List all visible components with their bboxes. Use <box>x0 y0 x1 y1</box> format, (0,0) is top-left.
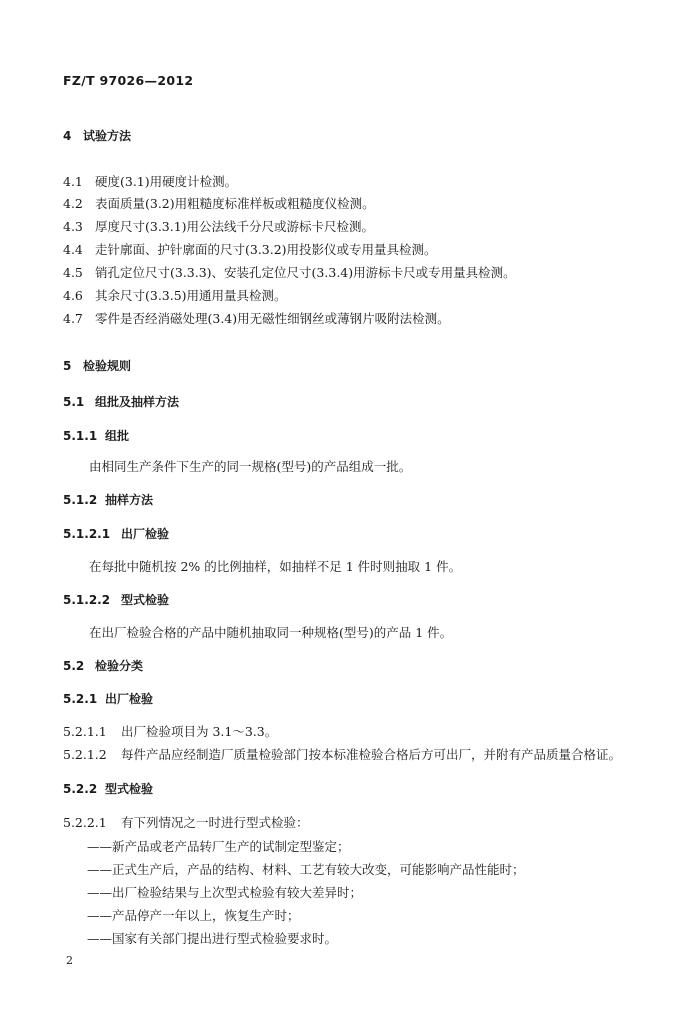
list-item: ——新产品或老产品转厂生产的试制定型鉴定； <box>87 839 350 854</box>
list-item: ——产品停产一年以上，恢复生产时； <box>87 908 300 923</box>
clause-4-6 <box>63 288 287 304</box>
clause-number: 5.2.1.1 <box>63 724 107 739</box>
clause-text: 出厂检验项目为 3.1～3.3。 <box>121 724 278 739</box>
clause-title: 出厂检验 <box>105 692 154 706</box>
clause-5-1-1 <box>63 428 129 444</box>
clause-number: 5.2.2.1 <box>63 815 107 830</box>
clause-5-2-2 <box>63 781 153 797</box>
clause-4-1 <box>63 174 237 190</box>
clause-number: 5.2.1 <box>63 692 98 706</box>
page-number: 2 <box>66 954 73 967</box>
clause-number: 5.2 <box>63 659 85 673</box>
clause-text: 表面质量(3.2)用粗糙度标准样板或粗糙度仪检测。 <box>95 196 375 211</box>
clause-title: 检验分类 <box>95 659 144 673</box>
list-item: ——出厂检验结果与上次型式检验有较大差异时； <box>87 885 363 900</box>
clause-number: 5.1.1 <box>63 429 98 443</box>
section-number: 5 <box>63 359 72 373</box>
clause-title: 组批 <box>105 429 130 443</box>
clause-text: 每件产品应经制造厂质量检验部门按本标准检验合格后方可出厂，并附有产品质量合格证。 <box>121 747 622 762</box>
clause-number: 4.3 <box>63 219 83 234</box>
clause-title: 型式检验 <box>121 593 170 607</box>
clause-5-1-2-1 <box>63 526 169 542</box>
clause-number: 5.1 <box>63 395 85 409</box>
clause-text: 其余尺寸(3.3.5)用通用量具检测。 <box>95 288 287 303</box>
clause-5-1-2-2-text: 在出厂检验合格的产品中随机抽取同一种规格(型号)的产品 1 件。 <box>89 625 453 640</box>
clause-number: 5.2.2 <box>63 782 98 796</box>
clause-title: 抽样方法 <box>105 493 154 507</box>
section-4-heading <box>63 128 131 144</box>
clause-4-4 <box>63 242 437 258</box>
clause-number: 4.6 <box>63 288 83 303</box>
clause-text: 销孔定位尺寸(3.3.3)、安装孔定位尺寸(3.3.4)用游标卡尺或专用量具检测。 <box>95 265 516 280</box>
clause-4-2 <box>63 196 375 212</box>
list-item: ——正式生产后，产品的结构、材料、工艺有较大改变，可能影响产品性能时； <box>87 862 525 877</box>
section-title: 试验方法 <box>83 129 132 143</box>
clause-title: 出厂检验 <box>121 527 170 541</box>
clause-number: 4.2 <box>63 196 83 211</box>
clause-5-2 <box>63 658 143 674</box>
clause-5-1-2-2 <box>63 592 169 608</box>
clause-number: 5.2.1.2 <box>63 747 107 762</box>
clause-5-1 <box>63 394 179 410</box>
clause-4-3 <box>63 219 374 235</box>
clause-4-5 <box>63 265 516 281</box>
clause-5-1-1-text: 由相同生产条件下生产的同一规格(型号)的产品组成一批。 <box>89 459 412 474</box>
clause-text: 厚度尺寸(3.3.1)用公法线千分尺或游标卡尺检测。 <box>95 219 375 234</box>
list-item: ——国家有关部门提出进行型式检验要求时。 <box>87 931 338 946</box>
clause-number: 4.1 <box>63 174 83 189</box>
clause-title: 型式检验 <box>105 782 154 796</box>
clause-5-1-2 <box>63 492 153 508</box>
clause-5-2-1 <box>63 691 153 707</box>
clause-5-2-1-1 <box>63 724 277 740</box>
clause-number: 4.7 <box>63 311 83 326</box>
section-number: 4 <box>63 129 72 143</box>
clause-4-7 <box>63 311 450 327</box>
clause-text: 有下列情况之一时进行型式检验： <box>121 815 309 830</box>
clause-number: 4.5 <box>63 265 83 280</box>
clause-number: 5.1.2 <box>63 493 98 507</box>
section-title: 检验规则 <box>83 359 132 373</box>
clause-number: 4.4 <box>63 242 83 257</box>
clause-number: 5.1.2.1 <box>63 527 111 541</box>
standard-number: FZ/T 97026—2012 <box>63 73 194 88</box>
clause-title: 组批及抽样方法 <box>95 395 180 409</box>
clause-5-2-1-2 <box>63 747 621 763</box>
clause-text: 零件是否经消磁处理(3.4)用无磁性细钢丝或薄钢片吸附法检测。 <box>95 311 450 326</box>
clause-5-2-2-1 <box>63 815 309 831</box>
clause-text: 硬度(3.1)用硬度计检测。 <box>95 174 238 189</box>
clause-5-1-2-1-text: 在每批中随机按 2% 的比例抽样，如抽样不足 1 件时则抽取 1 件。 <box>89 559 462 574</box>
section-5-heading <box>63 358 131 374</box>
clause-text: 走针廓面、护针廓面的尺寸(3.3.2)用投影仪或专用量具检测。 <box>95 242 437 257</box>
clause-number: 5.1.2.2 <box>63 593 111 607</box>
